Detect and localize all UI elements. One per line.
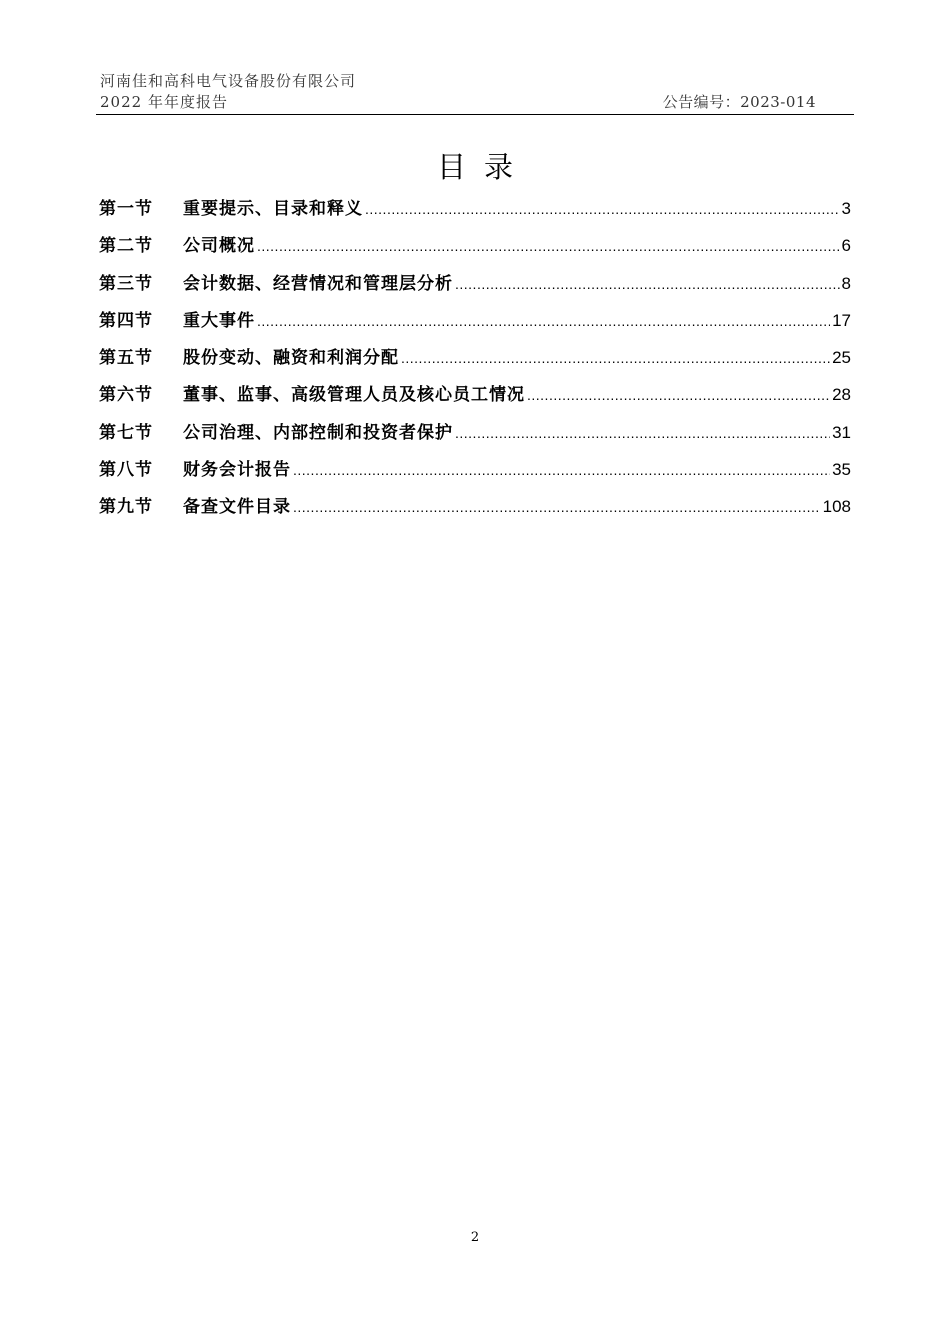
toc-page-number: 35 bbox=[832, 460, 851, 480]
company-name: 河南佳和高科电气设备股份有限公司 bbox=[100, 72, 357, 90]
toc-entry[interactable] bbox=[99, 307, 851, 344]
dot-leader bbox=[365, 195, 840, 223]
toc-section-title: 备查文件目录 bbox=[183, 497, 291, 518]
dot-leader bbox=[293, 456, 830, 484]
page-header bbox=[96, 68, 854, 115]
toc-section-title: 公司治理、内部控制和投资者保护 bbox=[183, 422, 453, 443]
toc-section-number: 第四节 bbox=[99, 310, 153, 331]
toc-section-title: 股份变动、融资和利润分配 bbox=[183, 348, 399, 369]
toc-section-title: 重要提示、目录和释义 bbox=[183, 199, 363, 219]
toc-heading: 目录 bbox=[436, 150, 531, 184]
page-number: 2 bbox=[470, 1230, 480, 1245]
toc-entry[interactable] bbox=[99, 419, 851, 456]
toc-section-number: 第七节 bbox=[99, 422, 153, 443]
toc-page-number: 108 bbox=[822, 497, 851, 517]
toc-section-number: 第二节 bbox=[99, 236, 153, 257]
toc-entry[interactable] bbox=[99, 456, 851, 493]
report-title: 2022 年年度报告 bbox=[100, 93, 228, 111]
toc-section-number: 第九节 bbox=[99, 497, 153, 518]
table-of-contents bbox=[99, 195, 851, 531]
toc-page-number: 3 bbox=[841, 199, 851, 218]
toc-section-title: 重大事件 bbox=[183, 310, 255, 331]
toc-section-title: 财务会计报告 bbox=[183, 460, 291, 481]
dot-leader bbox=[455, 270, 840, 298]
toc-section-number: 第三节 bbox=[99, 273, 153, 294]
toc-section-number: 第五节 bbox=[99, 348, 153, 369]
toc-section-title: 董事、监事、高级管理人员及核心员工情况 bbox=[183, 385, 525, 406]
dot-leader bbox=[401, 344, 830, 372]
toc-section-number: 第六节 bbox=[99, 385, 153, 406]
dot-leader bbox=[293, 493, 821, 521]
toc-entry[interactable] bbox=[99, 344, 851, 381]
dot-leader bbox=[257, 232, 840, 260]
toc-entry[interactable] bbox=[99, 232, 851, 269]
toc-section-title: 公司概况 bbox=[183, 236, 255, 257]
toc-entry[interactable] bbox=[99, 195, 851, 232]
dot-leader bbox=[257, 307, 830, 335]
toc-entry[interactable] bbox=[99, 270, 851, 307]
notice-number: 公告编号：2023-014 bbox=[662, 93, 816, 111]
toc-page-number: 6 bbox=[841, 236, 851, 256]
toc-page-number: 25 bbox=[832, 348, 851, 368]
toc-page-number: 8 bbox=[841, 273, 851, 293]
toc-page-number: 28 bbox=[832, 385, 851, 405]
toc-entry[interactable] bbox=[99, 381, 851, 418]
toc-section-number: 第一节 bbox=[99, 199, 153, 219]
toc-page-number: 31 bbox=[832, 422, 851, 442]
toc-section-title: 会计数据、经营情况和管理层分析 bbox=[183, 273, 453, 294]
toc-page-number: 17 bbox=[832, 310, 851, 330]
toc-section-number: 第八节 bbox=[99, 460, 153, 481]
dot-leader bbox=[455, 419, 830, 447]
dot-leader bbox=[527, 381, 830, 409]
toc-entry[interactable] bbox=[99, 493, 851, 530]
